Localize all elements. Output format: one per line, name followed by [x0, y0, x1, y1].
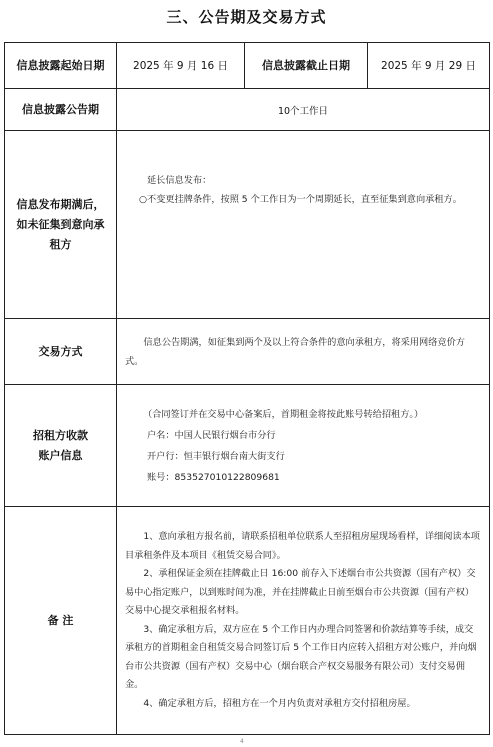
remark-item: 3、确定承租方后，双方应在 5 个工作日内办理合同签署和价款结算等手续，成交承租方的首期租金自租赁交易合同签订后 5 个工作日内应转入招租方对公账户，并向烟台市公共资源（国有产权）交易中心（烟台联合产权交易服务有限公司）支付交易佣金。	[125, 623, 477, 690]
trade-method-text: 信息公告期满，如征集到两个及以上符合条件的意向承租方，将采用网络竞价方式。	[125, 336, 465, 367]
start-date-value: 2025 年 9 月 16 日	[117, 43, 245, 89]
section-title: 三、公告期及交易方式	[166, 8, 327, 26]
table-row	[5, 385, 490, 507]
page-number: 4	[240, 738, 244, 745]
table-row	[5, 507, 490, 735]
extension-label-line: 如未征集到意向承	[16, 217, 105, 231]
account-name: 户名：中国人民银行烟台市分行	[147, 429, 276, 441]
remark-item: 4、确定承租方后，招租方在一个月内负责对承租方交付招租房屋。	[143, 697, 416, 709]
period-value: 10个工作日	[117, 89, 490, 131]
table-row	[5, 131, 490, 319]
account-label-line: 招租方收款	[33, 428, 88, 442]
end-date-label: 信息披露截止日期	[245, 43, 368, 89]
table-row	[5, 43, 490, 89]
account-label-line: 账户信息	[38, 448, 83, 462]
extension-label-line: 信息发布期满后，	[16, 197, 105, 211]
trade-method-content	[117, 319, 490, 385]
account-number: 账号：853527010122809681	[147, 471, 280, 483]
account-label	[5, 385, 117, 507]
start-date-label: 信息披露起始日期	[5, 43, 117, 89]
remark-item: 1、意向承租方报名前，请联系招租单位联系人至招租房屋现场看样，详细阅读本项目承租条件及本项目《租赁交易合同》。	[125, 531, 480, 561]
extension-heading: 延长信息发布：	[147, 175, 212, 186]
account-content	[117, 385, 490, 507]
extension-label-line: 租方	[49, 237, 72, 251]
announcement-table	[4, 42, 490, 735]
account-bank: 开户行：恒丰银行烟台南大街支行	[147, 450, 285, 462]
table-row	[5, 89, 490, 131]
extension-option: ○不变更挂牌条件，按照 5 个工作日为一个周期延长，直至征集到意向承租方。	[139, 194, 462, 205]
account-note: （合同签订并在交易中心备案后，首期租金将按此账号转给招租方。）	[143, 408, 424, 420]
extension-content	[117, 131, 490, 319]
end-date-value: 2025 年 9 月 29 日	[368, 43, 490, 89]
remarks-content	[117, 507, 490, 735]
extension-label	[5, 131, 117, 319]
remark-item: 2、承租保证金须在挂牌截止日 16:00 前存入下述烟台市公共资源（国有产权）交易中心指定账户，以到账时间为准，并在挂牌截止日前至烟台市公共资源（国有产权）交易中心提交承租报名材料。	[125, 568, 476, 616]
table-row	[5, 319, 490, 385]
trade-method-label: 交易方式	[5, 319, 117, 385]
remarks-label: 备 注	[5, 507, 117, 735]
period-label: 信息披露公告期	[5, 89, 117, 131]
